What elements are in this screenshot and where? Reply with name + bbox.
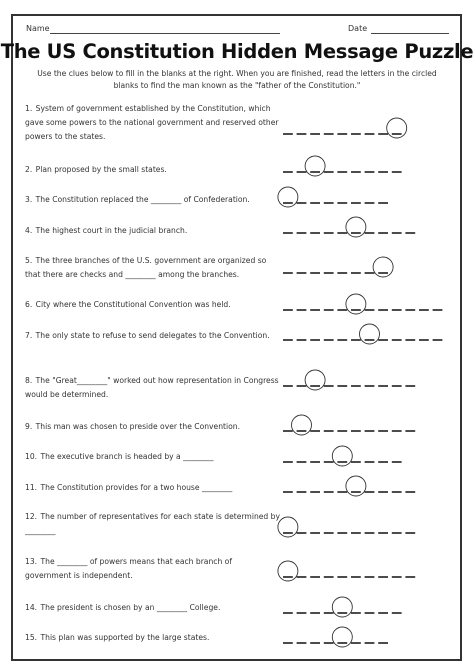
clue-11 — [25, 481, 280, 495]
clue-1 — [25, 102, 280, 144]
header-row — [26, 24, 450, 36]
page-title: The US Constitution Hidden Message Puzzle — [0, 40, 474, 63]
clue-text: City where the Constitutional Convention was held. — [35, 300, 231, 309]
clue-text: This plan was supported by the large states. — [40, 633, 210, 642]
clue-number: 6. — [25, 300, 33, 309]
clue-number: 7. — [25, 331, 33, 340]
clue-text: The Constitution provides for a two house ________ — [40, 483, 233, 492]
clue-text: The highest court in the judicial branch. — [35, 226, 188, 235]
clue-text: The president is chosen by an ________ College. — [40, 603, 221, 612]
clue-8 — [25, 374, 280, 402]
clue-text: The "Great________" worked out how representation in Congress would be determined. — [25, 376, 279, 399]
date-field[interactable] — [371, 33, 449, 34]
clue-number: 4. — [25, 226, 33, 235]
instructions: Use the clues below to fill in the blanks at the right. When you are finished, read the letters in the circled blanks to find the man known as the "father of the Constitution." — [37, 69, 437, 90]
clue-text: This man was chosen to preside over the Convention. — [35, 422, 240, 431]
clue-text: The only state to refuse to send delegates to the Convention. — [35, 331, 270, 340]
clue-number: 14. — [25, 603, 38, 612]
clue-number: 1. — [25, 104, 33, 113]
clue-10 — [25, 450, 280, 464]
clue-number: 11. — [25, 483, 38, 492]
clue-number: 13. — [25, 557, 38, 566]
clue-14 — [25, 601, 280, 615]
clue-number: 3. — [25, 195, 33, 204]
clue-number: 5. — [25, 256, 33, 265]
clue-6 — [25, 298, 280, 312]
clue-number: 2. — [25, 165, 33, 174]
clue-7 — [25, 329, 280, 343]
clue-9 — [25, 420, 280, 434]
clue-number: 12. — [25, 512, 38, 521]
clue-text: The ________ of powers means that each branch of government is independent. — [25, 557, 232, 580]
clue-text: The Constitution replaced the ________ of Confederation. — [35, 195, 250, 204]
clue-text: System of government established by the Constitution, which gave some powers to the national government and reserved other powers to the states. — [25, 104, 279, 141]
clue-5 — [25, 254, 280, 282]
clue-4 — [25, 224, 280, 238]
clue-number: 15. — [25, 633, 38, 642]
name-label: Name — [26, 24, 50, 33]
clue-text: The three branches of the U.S. government are organized so that there are checks and ________ among the branches. — [25, 256, 267, 279]
clue-text: Plan proposed by the small states. — [35, 165, 167, 174]
clue-number: 8. — [25, 376, 33, 385]
clue-number: 9. — [25, 422, 33, 431]
date-label: Date — [348, 24, 368, 33]
clue-13 — [25, 555, 280, 583]
clue-2 — [25, 163, 280, 177]
clue-3 — [25, 193, 280, 207]
name-field[interactable] — [50, 33, 280, 34]
clue-15 — [25, 631, 280, 645]
clue-text: The number of representatives for each state is determined by ________ — [25, 512, 280, 535]
clue-number: 10. — [25, 452, 38, 461]
clue-12 — [25, 510, 280, 538]
clue-text: The executive branch is headed by a ________ — [40, 452, 214, 461]
